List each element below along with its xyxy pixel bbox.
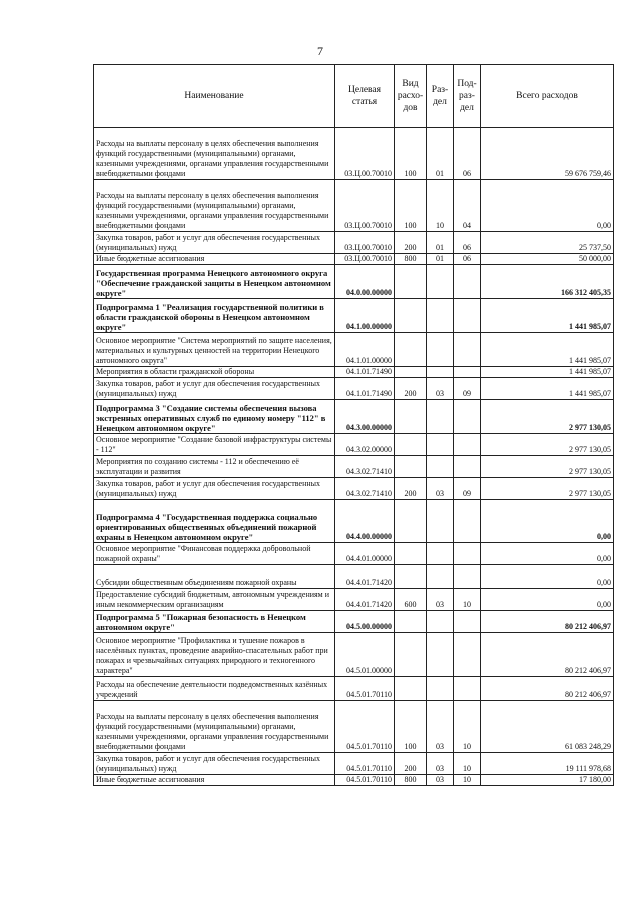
row-target-code: 04.5.01.70110 [335,677,395,701]
row-name: Государственная программа Ненецкого автономного округа "Обеспечение гражданской защиты в Ненецком автономном округе" [94,265,335,299]
row-total: 80 212 406,97 [481,611,614,633]
row-kind: 100 [395,128,427,180]
row-name: Подпрограмма 1 "Реализация государственной политики в области гражданской обороны в Ненецком автономном округе" [94,299,335,333]
row-target-code: 04.3.02.00000 [335,434,395,456]
row-subsection [454,677,481,701]
row-kind: 200 [395,478,427,500]
row-section [427,367,454,378]
row-name: Расходы на выплаты персоналу в целях обеспечения выполнения функций государственными (муниципальными) органами, казенными учреждениями, органами управления государственными внебюджетными фондами [94,701,335,753]
row-target-code: 03.Ц.00.70010 [335,254,395,265]
table-row [94,565,614,589]
table-row [94,677,614,701]
row-target-code: 04.0.00.00000 [335,265,395,299]
table-row [94,589,614,611]
row-target-code: 04.5.01.70110 [335,775,395,786]
row-kind [395,611,427,633]
table-row [94,543,614,565]
row-kind: 200 [395,378,427,400]
row-kind [395,543,427,565]
table-row [94,265,614,299]
row-section: 01 [427,128,454,180]
row-total: 1 441 985,07 [481,367,614,378]
row-total: 19 111 978,68 [481,753,614,775]
row-target-code: 04.4.01.71420 [335,589,395,611]
row-total: 0,00 [481,180,614,232]
table-row [94,775,614,786]
header-section: Раз-дел [427,65,454,128]
row-kind [395,400,427,434]
row-name: Расходы на обеспечение деятельности подведомственных казённых учреждений [94,677,335,701]
row-total: 0,00 [481,565,614,589]
row-total: 61 083 248,29 [481,701,614,753]
row-subsection [454,299,481,333]
row-subsection [454,333,481,367]
table-body [94,128,614,786]
row-total: 59 676 759,46 [481,128,614,180]
row-total: 2 977 130,05 [481,434,614,456]
row-subsection [454,434,481,456]
row-total: 1 441 985,07 [481,299,614,333]
budget-table [93,64,614,786]
row-name: Иные бюджетные ассигнования [94,775,335,786]
row-total: 2 977 130,05 [481,456,614,478]
row-total: 0,00 [481,589,614,611]
row-subsection [454,367,481,378]
row-kind: 600 [395,589,427,611]
row-section: 03 [427,589,454,611]
row-subsection [454,500,481,543]
table-row [94,378,614,400]
row-subsection: 04 [454,180,481,232]
row-kind [395,265,427,299]
row-total: 0,00 [481,500,614,543]
row-kind [395,299,427,333]
row-total: 166 312 405,35 [481,265,614,299]
row-subsection [454,565,481,589]
row-kind: 100 [395,701,427,753]
row-name: Основное мероприятие "Создание базовой инфраструктуры системы - 112" [94,434,335,456]
row-kind [395,565,427,589]
table-row [94,434,614,456]
row-target-code: 04.4.00.00000 [335,500,395,543]
table-row [94,753,614,775]
row-kind: 200 [395,753,427,775]
row-subsection [454,543,481,565]
row-name: Основное мероприятие "Финансовая поддержка добровольной пожарной охраны" [94,543,335,565]
row-section [427,456,454,478]
row-subsection [454,400,481,434]
row-target-code: 03.Ц.00.70010 [335,180,395,232]
row-total: 2 977 130,05 [481,400,614,434]
row-section [427,400,454,434]
row-section: 03 [427,378,454,400]
table-row [94,367,614,378]
row-kind [395,367,427,378]
row-kind: 100 [395,180,427,232]
row-name: Закупка товаров, работ и услуг для обеспечения государственных (муниципальных) нужд [94,478,335,500]
row-subsection: 09 [454,478,481,500]
table-row [94,333,614,367]
row-name: Основное мероприятие "Профилактика и тушение пожаров в населённых пунктах, проведение аварийно-спасательных работ при пожарах и чрезвычайных ситуациях природного и техногенного характера" [94,633,335,677]
row-subsection: 06 [454,128,481,180]
row-name: Подпрограмма 4 "Государственная поддержка социально ориентированных общественных объединений пожарной охраны в Ненецком автономном округе" [94,500,335,543]
row-subsection: 10 [454,775,481,786]
row-name: Подпрограмма 3 "Создание системы обеспечения вызова экстренных оперативных служб по единому номеру "112" в Ненецком автономном округе" [94,400,335,434]
row-name: Закупка товаров, работ и услуг для обеспечения государственных (муниципальных) нужд [94,232,335,254]
row-target-code: 04.4.01.00000 [335,543,395,565]
row-subsection: 10 [454,753,481,775]
row-subsection: 06 [454,232,481,254]
table-row [94,611,614,633]
row-section [427,265,454,299]
page-number: 7 [317,44,323,58]
row-section: 03 [427,753,454,775]
row-name: Мероприятия в области гражданской обороны [94,367,335,378]
row-kind: 800 [395,775,427,786]
row-kind [395,434,427,456]
row-subsection [454,633,481,677]
row-total: 25 737,50 [481,232,614,254]
row-total: 17 180,00 [481,775,614,786]
row-name: Подпрограмма 5 "Пожарная безопасность в Ненецком автономном округе" [94,611,335,633]
row-section [427,543,454,565]
header-target: Целевая статья [335,65,395,128]
row-target-code: 04.1.00.00000 [335,299,395,333]
row-target-code: 04.1.01.00000 [335,333,395,367]
table-row [94,128,614,180]
table-row [94,254,614,265]
row-subsection: 06 [454,254,481,265]
row-kind [395,500,427,543]
table-row [94,180,614,232]
row-kind [395,677,427,701]
row-name: Иные бюджетные ассигнования [94,254,335,265]
table-row [94,500,614,543]
row-target-code: 04.3.02.71410 [335,456,395,478]
row-section [427,333,454,367]
row-name: Расходы на выплаты персоналу в целях обеспечения выполнения функций государственными (муниципальными) органами, казенными учреждениями, органами управления государственными внебюджетными фондами [94,128,335,180]
table-row [94,456,614,478]
row-section: 03 [427,478,454,500]
row-kind [395,456,427,478]
row-target-code: 04.5.01.70110 [335,753,395,775]
row-subsection [454,456,481,478]
row-subsection: 09 [454,378,481,400]
row-section: 10 [427,180,454,232]
row-section [427,565,454,589]
row-total: 80 212 406,97 [481,633,614,677]
row-section [427,633,454,677]
header-total: Всего расходов [481,65,614,128]
row-kind [395,633,427,677]
row-name: Закупка товаров, работ и услуг для обеспечения государственных (муниципальных) нужд [94,378,335,400]
row-target-code: 04.5.01.00000 [335,633,395,677]
row-total: 80 212 406,97 [481,677,614,701]
table-row [94,232,614,254]
row-name: Расходы на выплаты персоналу в целях обеспечения выполнения функций государственными (муниципальными) органами, казенными учреждениями, органами управления государственными внебюджетными фондами [94,180,335,232]
row-target-code: 04.3.00.00000 [335,400,395,434]
row-total: 2 977 130,05 [481,478,614,500]
row-subsection: 10 [454,701,481,753]
row-total: 0,00 [481,543,614,565]
row-target-code: 04.1.01.71490 [335,378,395,400]
row-section: 03 [427,775,454,786]
row-total: 1 441 985,07 [481,378,614,400]
row-name: Предоставление субсидий бюджетным, автономным учреждениям и иным некоммерческим организациям [94,589,335,611]
row-target-code: 04.1.01.71490 [335,367,395,378]
row-section [427,434,454,456]
row-section: 01 [427,254,454,265]
header-subsection: Под-раз-дел [454,65,481,128]
row-section [427,500,454,543]
row-name: Основное мероприятие "Система мероприятий по защите населения, материальных и культурных ценностей на территории Ненецкого автономного округа" [94,333,335,367]
row-kind: 200 [395,232,427,254]
row-section [427,299,454,333]
row-subsection [454,265,481,299]
row-target-code: 04.5.01.70110 [335,701,395,753]
row-total: 50 000,00 [481,254,614,265]
table-header-row [94,65,614,128]
row-section [427,611,454,633]
header-name: Наименование [94,65,335,128]
row-section: 01 [427,232,454,254]
row-kind [395,333,427,367]
row-subsection [454,611,481,633]
row-section [427,677,454,701]
row-target-code: 04.5.00.00000 [335,611,395,633]
table-row [94,478,614,500]
table-row [94,400,614,434]
row-target-code: 03.Ц.00.70010 [335,232,395,254]
row-name: Закупка товаров, работ и услуг для обеспечения государственных (муниципальных) нужд [94,753,335,775]
table-row [94,299,614,333]
row-subsection: 10 [454,589,481,611]
table-row [94,701,614,753]
row-name: Субсидии общественным объединениям пожарной охраны [94,565,335,589]
table-row [94,633,614,677]
row-kind: 800 [395,254,427,265]
row-section: 03 [427,701,454,753]
header-kind: Вид расхо-дов [395,65,427,128]
row-target-code: 03.Ц.00.70010 [335,128,395,180]
row-name: Мероприятия по созданию системы - 112 и обеспечению её эксплуатации и развития [94,456,335,478]
row-target-code: 04.3.02.71410 [335,478,395,500]
row-target-code: 04.4.01.71420 [335,565,395,589]
row-total: 1 441 985,07 [481,333,614,367]
